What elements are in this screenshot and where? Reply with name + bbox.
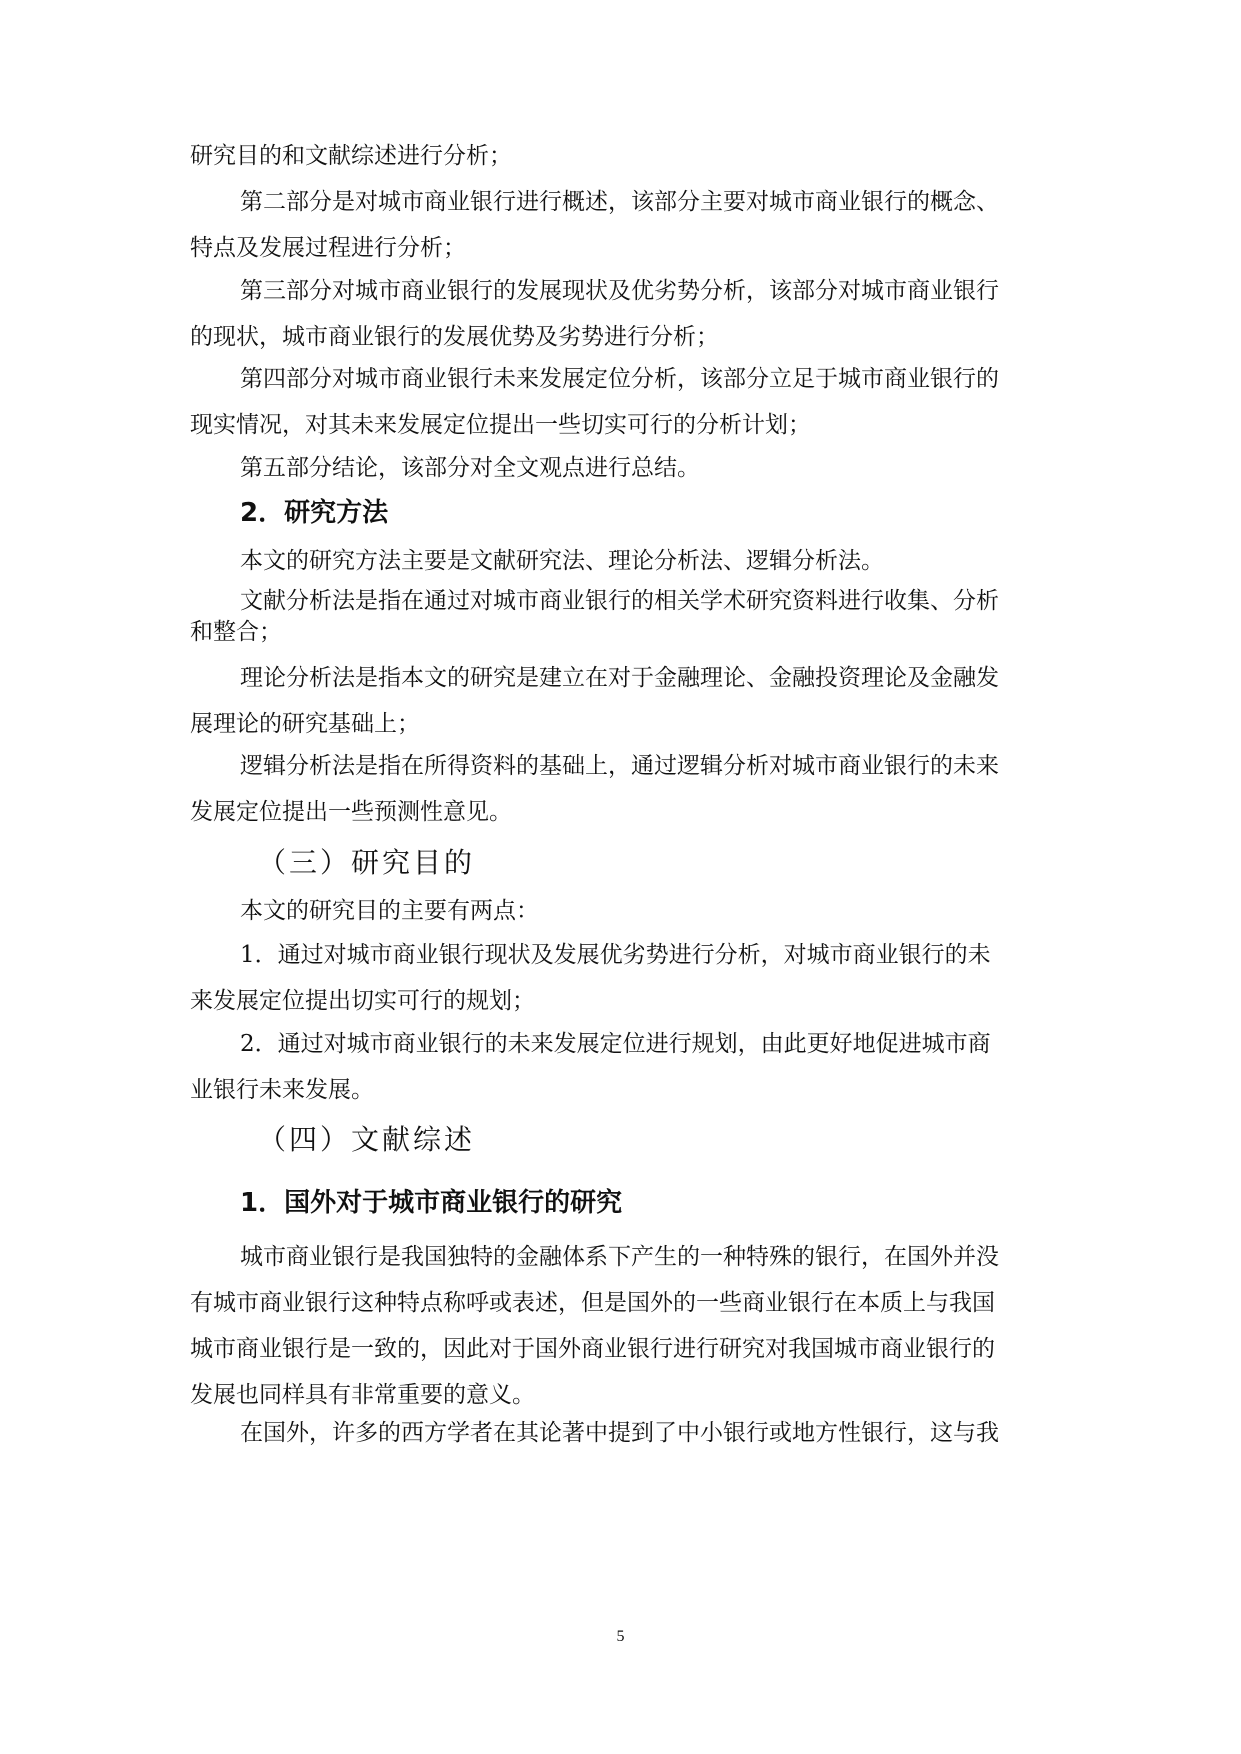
- paragraph-part-two: [190, 189, 1060, 262]
- text-line: 研究目的和文献综述进行分析；: [190, 143, 512, 169]
- paragraph-part-five: [190, 455, 1060, 482]
- text-line: 第五部分结论，该部分对全文观点进行总结。: [240, 455, 700, 481]
- text-line: 理论分析法是指本文的研究是建立在对于金融理论、金融投资理论及金融发: [240, 665, 999, 691]
- text-line: 文献分析法是指在通过对城市商业银行的相关学术研究资料进行收集、分析: [240, 588, 999, 614]
- text-line: 展理论的研究基础上；: [190, 711, 420, 737]
- text-line: 的现状，城市商业银行的发展优势及劣势进行分析；: [190, 324, 719, 350]
- paragraph-part-four: [190, 366, 1060, 439]
- text-line: 在国外，许多的西方学者在其论著中提到了中小银行或地方性银行，这与我: [240, 1420, 999, 1446]
- text-line: 和整合；: [190, 619, 282, 645]
- paragraph-part-three: [190, 278, 1060, 351]
- page-number: 5: [616, 1628, 625, 1645]
- text-line: 特点及发展过程进行分析；: [190, 235, 466, 261]
- text-line: 第四部分对城市商业银行未来发展定位分析，该部分立足于城市商业银行的: [240, 366, 999, 392]
- text-line: 发展定位提出一些预测性意见。: [190, 799, 512, 825]
- paragraph-purpose-two: [190, 1031, 1060, 1104]
- paragraph-purpose-intro: [190, 898, 1060, 925]
- section-heading-review: （四）文献综述: [258, 1123, 476, 1156]
- text-line: 现实情况，对其未来发展定位提出一些切实可行的分析计划；: [190, 412, 811, 438]
- text-line: 本文的研究方法主要是文献研究法、理论分析法、逻辑分析法。: [240, 548, 884, 574]
- text-line: 本文的研究目的主要有两点：: [240, 898, 539, 924]
- paragraph-purpose-one: [190, 942, 1060, 1015]
- section-heading-purpose: （三）研究目的: [258, 846, 476, 879]
- paragraph-theory-method: [190, 665, 1060, 738]
- paragraph-foreign-research: [190, 1244, 1060, 1409]
- paragraph-western-scholars: [190, 1420, 1060, 1447]
- text-line: 2．通过对城市商业银行的未来发展定位进行规划，由此更好地促进城市商: [240, 1031, 991, 1057]
- text-line: 业银行未来发展。: [190, 1077, 374, 1103]
- paragraph-literature-method: [190, 588, 1060, 646]
- text-line: 1．通过对城市商业银行现状及发展优劣势进行分析，对城市商业银行的未: [240, 942, 991, 968]
- paragraph-methods-intro: [190, 548, 1060, 575]
- paragraph-continuation: [190, 143, 1060, 170]
- text-line: 发展也同样具有非常重要的意义。: [190, 1382, 535, 1408]
- text-line: 来发展定位提出切实可行的规划；: [190, 988, 535, 1014]
- text-line: 逻辑分析法是指在所得资料的基础上，通过逻辑分析对城市商业银行的未来: [240, 753, 999, 779]
- text-line: 有城市商业银行这种特点称呼或表述，但是国外的一些商业银行在本质上与我国: [190, 1290, 995, 1316]
- section-heading-methods: 2．研究方法: [240, 498, 389, 528]
- text-line: 城市商业银行是我国独特的金融体系下产生的一种特殊的银行，在国外并没: [240, 1244, 999, 1270]
- text-line: 城市商业银行是一致的，因此对于国外商业银行进行研究对我国城市商业银行的: [190, 1336, 995, 1362]
- text-line: 第三部分对城市商业银行的发展现状及优劣势分析，该部分对城市商业银行: [240, 278, 999, 304]
- text-line: 第二部分是对城市商业银行进行概述，该部分主要对城市商业银行的概念、: [240, 189, 999, 215]
- subsection-heading-foreign-research: 1．国外对于城市商业银行的研究: [240, 1188, 623, 1218]
- paragraph-logic-method: [190, 753, 1060, 826]
